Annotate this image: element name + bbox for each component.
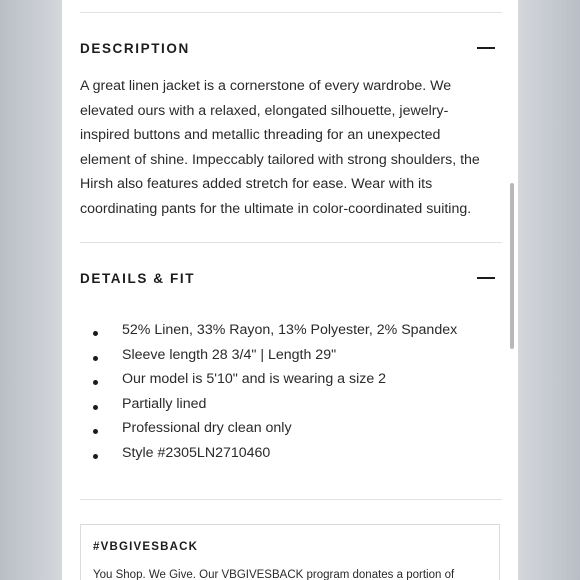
bullet-icon [93, 331, 98, 336]
gives-back-heading: #VBGIVESBACK [93, 541, 199, 553]
background-left [0, 0, 62, 580]
details-heading: DETAILS & FIT [80, 271, 196, 286]
list-item [90, 441, 457, 466]
minus-icon [477, 277, 495, 279]
list-item-text: Professional dry clean only [122, 420, 292, 437]
bullet-icon [93, 429, 98, 434]
details-list [90, 318, 457, 466]
description-line: coordinating pants for the ultimate in color-coordinated suiting. [80, 200, 472, 217]
description-heading: DESCRIPTION [80, 41, 190, 56]
description-line: elevated ours with a relaxed, elongated silhouette, jewelry- [80, 102, 449, 119]
list-item-text: Style #2305LN2710460 [122, 444, 271, 461]
top-divider [80, 12, 502, 13]
description-collapse-button[interactable] [476, 40, 496, 56]
list-item-text: Partially lined [122, 395, 207, 412]
bullet-icon [93, 356, 98, 361]
list-item [90, 343, 457, 368]
list-item [90, 416, 457, 441]
product-details-panel [62, 0, 518, 580]
description-line: A great linen jacket is a cornerstone of every wardrobe. We [80, 78, 452, 94]
scrollbar-thumb[interactable] [510, 183, 514, 349]
gives-back-text: You Shop. We Give. Our VBGIVESBACK program donates a portion of [93, 569, 455, 580]
description-line: element of shine. Impeccably tailored with strong shoulders, the [80, 151, 480, 168]
bullet-icon [93, 380, 98, 385]
description-line: Hirsh also features added stretch for ease. Wear with its [80, 176, 433, 193]
description-text [80, 74, 496, 222]
background-right [518, 0, 580, 580]
bullet-icon [93, 405, 98, 410]
details-collapse-button[interactable] [476, 270, 496, 286]
list-item [90, 392, 457, 417]
list-item [90, 367, 457, 392]
description-line: inspired buttons and metallic threading for an unexpected [80, 127, 441, 144]
list-item-text: 52% Linen, 33% Rayon, 13% Polyester, 2% Spandex [122, 322, 458, 338]
list-item-text: Our model is 5'10" and is wearing a size 2 [122, 371, 387, 388]
bullet-icon [93, 454, 98, 459]
section-divider [80, 242, 502, 243]
list-item [90, 318, 457, 343]
minus-icon [477, 47, 495, 49]
list-item-text: Sleeve length 28 3/4" | Length 29" [122, 346, 337, 363]
gives-back-box [80, 524, 500, 580]
section-divider [80, 499, 502, 500]
